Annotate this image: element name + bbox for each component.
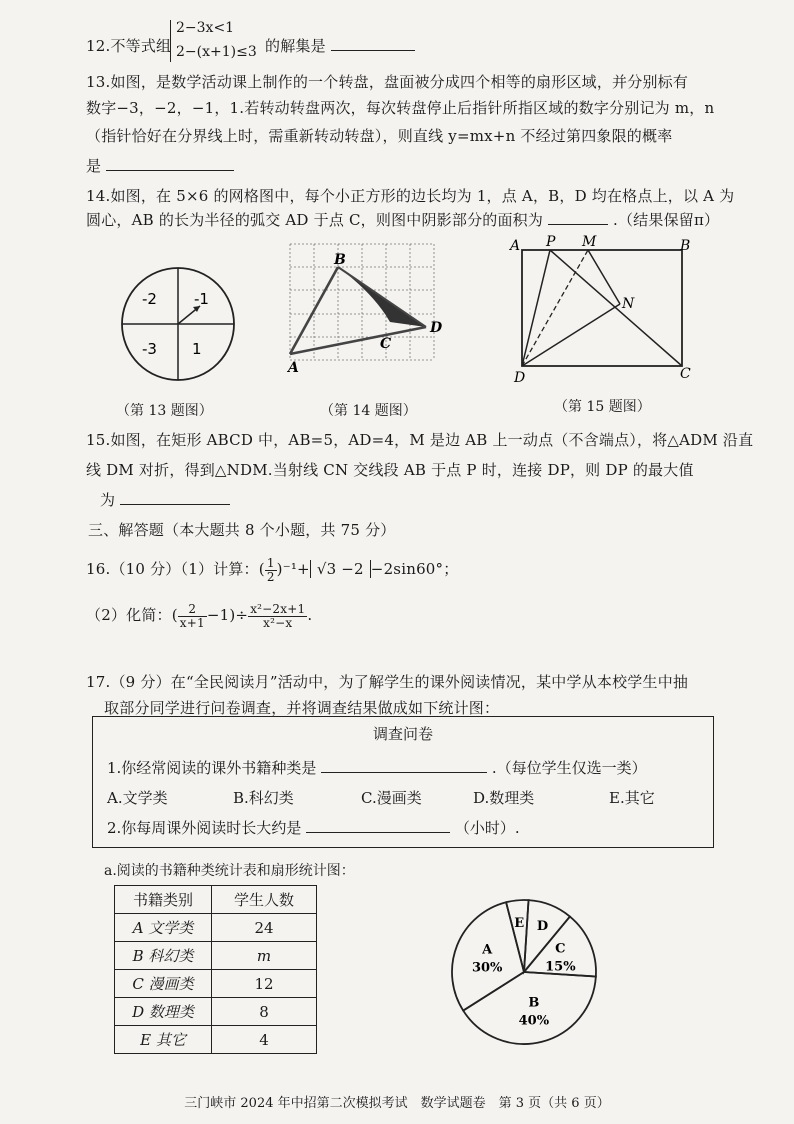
survey-q1-blank[interactable] <box>321 758 487 773</box>
pie-percent-c: 15% <box>545 959 576 975</box>
survey-q2 <box>107 817 520 838</box>
q16-p1-suffix: −2sin60°； <box>370 560 459 578</box>
q12 <box>86 36 171 56</box>
survey-q2-suffix: （小时）. <box>454 819 520 837</box>
pie-label-d: D <box>536 919 549 935</box>
pie-label-e: E <box>514 915 525 931</box>
q13-line-1: 13.如图，是数学活动课上制作的一个转盘，盘面被分成四个相等的扇形区域，并分别标有 <box>86 73 689 91</box>
q16-p2-suffix: . <box>307 606 313 624</box>
reading-pie-chart <box>444 880 604 1060</box>
q14-line-2 <box>86 210 719 230</box>
q16-p2-fraction-1 <box>178 603 207 630</box>
fig15-label-d: D <box>514 370 526 386</box>
table-cell-count: m <box>212 942 317 970</box>
table-cell-category: C 漫画类 <box>115 970 212 998</box>
q13-line-2: 数字−3，−2，−1，1.若转动转盘两次，每次转盘停止后指针所指区域的数字分别记为 m，n <box>86 99 715 117</box>
pie-percent-b: 40% <box>518 1013 550 1029</box>
q14-answer-blank[interactable] <box>548 210 608 225</box>
survey-option-a[interactable]: A.文学类 <box>107 789 168 807</box>
section-3-heading: 三、解答题（本大题共 8 个小题，共 75 分） <box>88 521 396 539</box>
q12-ineq1: 2−3x<1 <box>176 20 235 36</box>
survey-q1-suffix: .（每位学生仅选一类） <box>491 759 647 777</box>
survey-option-d[interactable]: D.数理类 <box>473 789 535 807</box>
table-cell-count: 8 <box>212 998 317 1026</box>
fig15-label-n: N <box>622 296 635 312</box>
survey-q1-prefix: 1.你经常阅读的课外书籍种类是 <box>107 759 317 777</box>
pie-label-a: A <box>482 942 493 958</box>
q16-p1-mid: )⁻¹+ <box>276 560 310 578</box>
table-header-row <box>115 886 317 914</box>
survey-option-c[interactable]: C.漫画类 <box>361 789 422 807</box>
reading-stats-table <box>114 885 317 1054</box>
q16-p2-f2-den: x²−x <box>263 615 293 630</box>
pie-label-c: C <box>555 941 566 957</box>
table-row <box>115 942 317 970</box>
q12-prefix: 12.不等式组 <box>86 37 172 55</box>
q12-ineq2: 2−(x+1)≤3 <box>176 44 257 60</box>
q16-p1-abs <box>310 560 371 578</box>
fig15-rectangle-figure <box>506 234 702 388</box>
q15-last: 为 <box>100 491 116 509</box>
q12-suffix: 的解集是 <box>265 37 326 55</box>
table-cell-count: 12 <box>212 970 317 998</box>
fig13-label-bl: -3 <box>142 340 157 358</box>
table-row <box>115 1026 317 1054</box>
fig15-label-p: P <box>546 234 556 250</box>
fig14-grid-figure <box>282 238 454 388</box>
q16-p1-frac-den: 2 <box>266 569 275 584</box>
q16-p2-prefix: （2）化简：( <box>86 606 178 624</box>
fig14-label-d: D <box>430 320 443 336</box>
fig13-label-tl: -2 <box>142 290 157 308</box>
q17-line-1: 17.（9 分）在“全民阅读月”活动中，为了解学生的课外阅读情况，某中学从本校学生中抽 <box>86 673 689 691</box>
q17-line-2: 取部分同学进行问卷调查，并将调查结果做成如下统计图： <box>104 699 500 717</box>
fig15-label-m: M <box>582 234 597 250</box>
fig14-label-c: C <box>380 336 392 352</box>
table-cell-category: B 科幻类 <box>115 942 212 970</box>
survey-option-b[interactable]: B.科幻类 <box>233 789 294 807</box>
table-header-category: 书籍类别 <box>115 886 212 914</box>
q13-line-4 <box>86 156 234 176</box>
q16-p2-f1-num: 2 <box>178 603 207 617</box>
q16-p2-mid: −1)÷ <box>206 606 249 624</box>
q13-answer-blank[interactable] <box>106 156 234 171</box>
q13-last: 是 <box>86 157 102 175</box>
fig15-label-c: C <box>680 366 691 382</box>
q16-part-2 <box>86 598 312 632</box>
survey-title: 调查问卷 <box>372 725 433 743</box>
q14-line-2b: .（结果保留π） <box>613 211 720 229</box>
q15-line-2: 线 DM 对折，得到△NDM.当射线 CN 交线段 AB 于点 P 时，连接 DP，则 DP 的最大值 <box>86 461 694 479</box>
pie-percent-a: 30% <box>471 960 503 976</box>
table-row <box>115 998 317 1026</box>
survey-q2-prefix: 2.你每周课外阅读时长大约是 <box>107 819 302 837</box>
table-header-count: 学生人数 <box>212 886 317 914</box>
pie-label-b: B <box>528 995 540 1011</box>
q12-answer-blank[interactable] <box>331 36 415 51</box>
q16-p1-prefix: 16.（10 分）（1）计算：( <box>86 560 265 578</box>
q16-part-1 <box>86 554 458 584</box>
fig13-caption: （第 13 题图） <box>116 403 213 419</box>
fig14-label-b: B <box>334 252 346 268</box>
q16-p2-f2-num: x²−2x+1 <box>250 601 306 616</box>
fig14-label-a: A <box>288 360 299 376</box>
q12-tail <box>265 36 415 56</box>
survey-option-e[interactable]: E.其它 <box>609 789 655 807</box>
fig15-label-b: B <box>680 238 691 254</box>
q14-line-2a: 圆心，AB 的长为半径的弧交 AD 于点 C，则图中阴影部分的面积为 <box>86 211 544 229</box>
q16-p2-f1-den: x+1 <box>179 615 205 630</box>
survey-box <box>92 716 714 848</box>
fig14-caption: （第 14 题图） <box>320 403 417 419</box>
stat-caption: a.阅读的书籍种类统计表和扇形统计图： <box>104 863 355 879</box>
fig15-caption: （第 15 题图） <box>554 399 651 415</box>
q15-line-3 <box>100 490 230 510</box>
survey-q2-blank[interactable] <box>306 818 450 833</box>
table-row <box>115 914 317 942</box>
table-row <box>115 970 317 998</box>
fig13-label-br: 1 <box>192 340 202 358</box>
fig13-spinner <box>112 262 248 386</box>
q15-line-1: 15.如图，在矩形 ABCD 中，AB=5，AD=4，M 是边 AB 上一动点（不含端点），将△ADM 沿直 <box>86 431 754 449</box>
table-cell-category: E 其它 <box>115 1026 212 1054</box>
table-cell-category: D 数理类 <box>115 998 212 1026</box>
q13-line-3: （指针恰好在分界线上时，需重新转动转盘），则直线 y=mx+n 不经过第四象限的概率 <box>86 127 673 145</box>
q16-p1-frac-num: 1 <box>266 555 275 570</box>
q16-p1-sqrt: √3 −2 <box>316 560 364 578</box>
table-cell-category: A 文学类 <box>115 914 212 942</box>
q16-p2-fraction-2 <box>248 603 307 630</box>
table-cell-count: 4 <box>212 1026 317 1054</box>
fig15-label-a: A <box>510 238 521 254</box>
q16-p1-fraction <box>265 557 277 584</box>
table-cell-count: 24 <box>212 914 317 942</box>
fig13-label-tr: -1 <box>194 290 209 308</box>
survey-q1 <box>107 757 647 778</box>
page-footer: 三门峡市 2024 年中招第二次模拟考试 数学试题卷 第 3 页（共 6 页） <box>184 1096 610 1111</box>
q15-answer-blank[interactable] <box>120 490 230 505</box>
q14-line-1: 14.如图，在 5×6 的网格图中，每个小正方形的边长均为 1，点 A，B，D 均在格点上，以 A 为 <box>86 187 735 205</box>
